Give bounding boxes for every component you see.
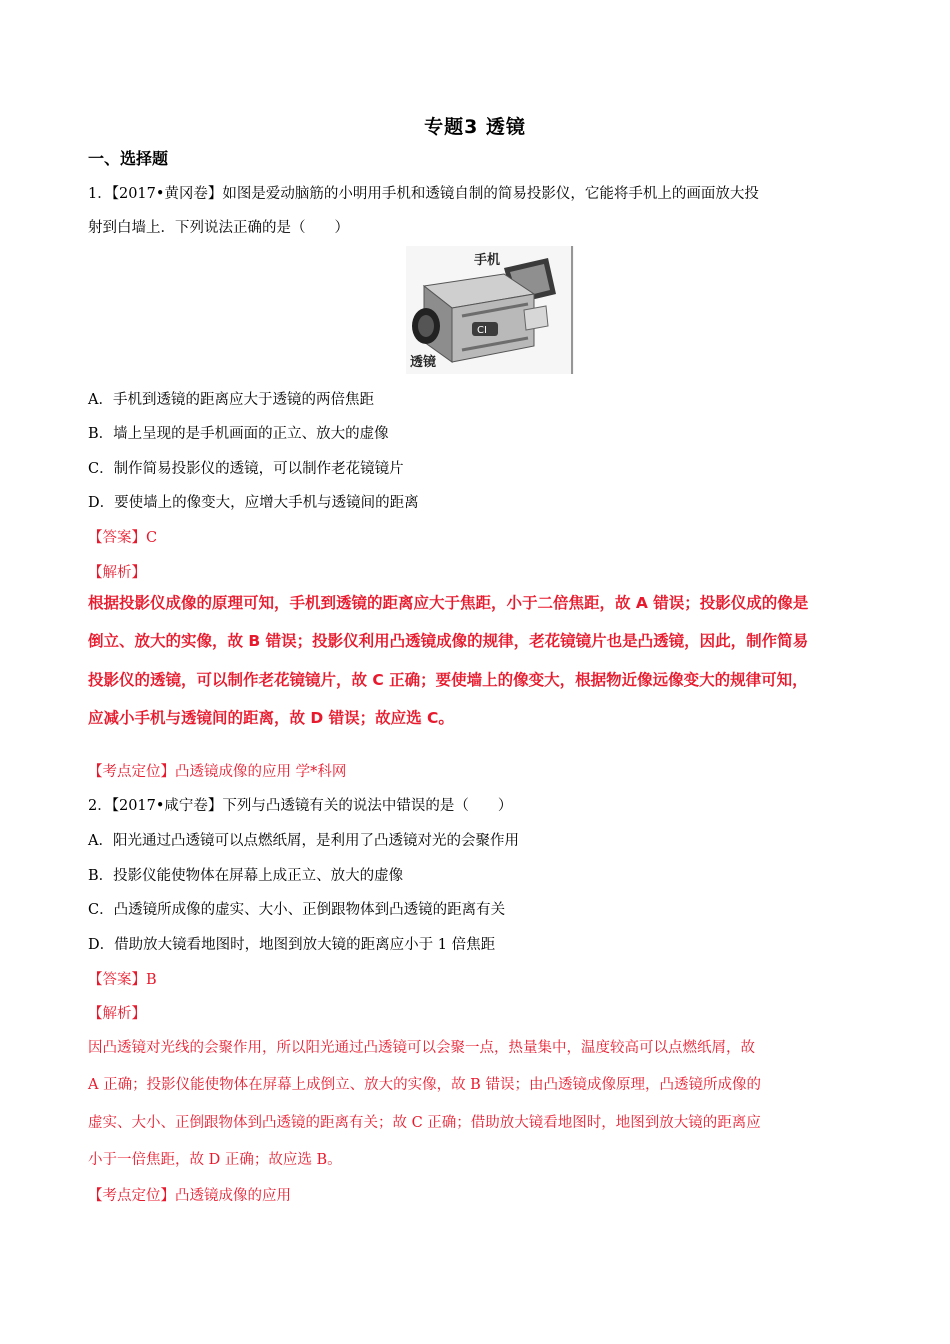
kaodian-label: 【考点定位】 (88, 764, 175, 780)
kaodian-value: 凸透镜成像的应用 (175, 1188, 291, 1204)
q1-stem-line1: 1．【2017•黄冈卷】如图是爱动脑筋的小明用手机和透镜自制的简易投影仪，它能将手机上的画面放大投 (88, 186, 759, 202)
answer-label: 【答案】 (88, 972, 146, 988)
q2-analysis-line: 小于一倍焦距，故 D 正确；故应选 B。 (88, 1152, 342, 1168)
q1-analysis-label: 【解析】 (88, 565, 146, 581)
q2-option-b: B．投影仪能使物体在屏幕上成正立、放大的虚像 (88, 868, 404, 884)
q2-answer (88, 968, 157, 989)
q1-projector-figure (406, 246, 574, 374)
kaodian-label: 【考点定位】 (88, 1188, 175, 1204)
q1-analysis-line: 根据投影仪成像的原理可知，手机到透镜的距离应大于焦距，小于二倍焦距，故 A 错误；投影仪成的像是 (88, 594, 809, 612)
answer-value: B (146, 972, 157, 988)
q1-option-b: B．墙上呈现的是手机画面的正立、放大的虚像 (88, 426, 389, 442)
figure-label-lens: 透镜 (410, 355, 437, 370)
q1-analysis-line: 投影仪的透镜，可以制作老花镜镜片，故 C 正确；要使墙上的像变大，根据物近像远像变大的规律可知， (88, 671, 808, 689)
section-heading: 一、选择题 (88, 149, 169, 168)
q2-analysis-label: 【解析】 (88, 1006, 146, 1022)
svg-text:CI: CI (477, 325, 487, 336)
q2-stem: 2．【2017•咸宁卷】下列与凸透镜有关的说法中错误的是（ ） (88, 798, 513, 814)
kaodian-value: 凸透镜成像的应用 学*科网 (175, 764, 347, 780)
figure-label-phone: 手机 (474, 253, 501, 268)
q2-option-c: C．凸透镜所成像的虚实、大小、正倒跟物体到凸透镜的距离有关 (88, 902, 506, 918)
answer-label: 【答案】 (88, 530, 146, 546)
q1-answer (88, 526, 157, 547)
q2-analysis-line: 虚实、大小、正倒跟物体到凸透镜的距离有关；故 C 正确；借助放大镜看地图时，地图到放大镜的距离应 (88, 1115, 761, 1131)
page-title: 专题3 透镜 (424, 116, 526, 138)
q1-analysis-line: 应减小手机与透镜间的距离，故 D 错误；故应选 C。 (88, 709, 454, 727)
q1-stem-line2: 射到白墙上．下列说法正确的是（ ） (88, 220, 349, 236)
answer-value: C (146, 530, 158, 546)
q1-option-d: D．要使墙上的像变大，应增大手机与透镜间的距离 (88, 495, 419, 511)
q1-analysis-line: 倒立、放大的实像，故 B 错误；投影仪利用凸透镜成像的规律，老花镜镜片也是凸透镜，因此，制作简易 (88, 632, 809, 650)
q2-kaodian (88, 1184, 291, 1205)
q2-option-d: D．借助放大镜看地图时，地图到放大镜的距离应小于 1 倍焦距 (88, 937, 496, 953)
q1-kaodian (88, 760, 346, 781)
q1-option-c: C．制作简易投影仪的透镜，可以制作老花镜镜片 (88, 461, 404, 477)
q1-option-a: A．手机到透镜的距离应大于透镜的两倍焦距 (88, 392, 374, 408)
q2-analysis-line: A 正确；投影仪能使物体在屏幕上成倒立、放大的实像，故 B 错误；由凸透镜成像原理，凸透镜所成像的 (88, 1077, 761, 1093)
q2-option-a: A．阳光通过凸透镜可以点燃纸屑，是利用了凸透镜对光的会聚作用 (88, 833, 519, 849)
projector-illustration (406, 246, 574, 374)
q2-analysis-line: 因凸透镜对光线的会聚作用，所以阳光通过凸透镜可以会聚一点，热量集中，温度较高可以点燃纸屑，故 (88, 1040, 755, 1056)
